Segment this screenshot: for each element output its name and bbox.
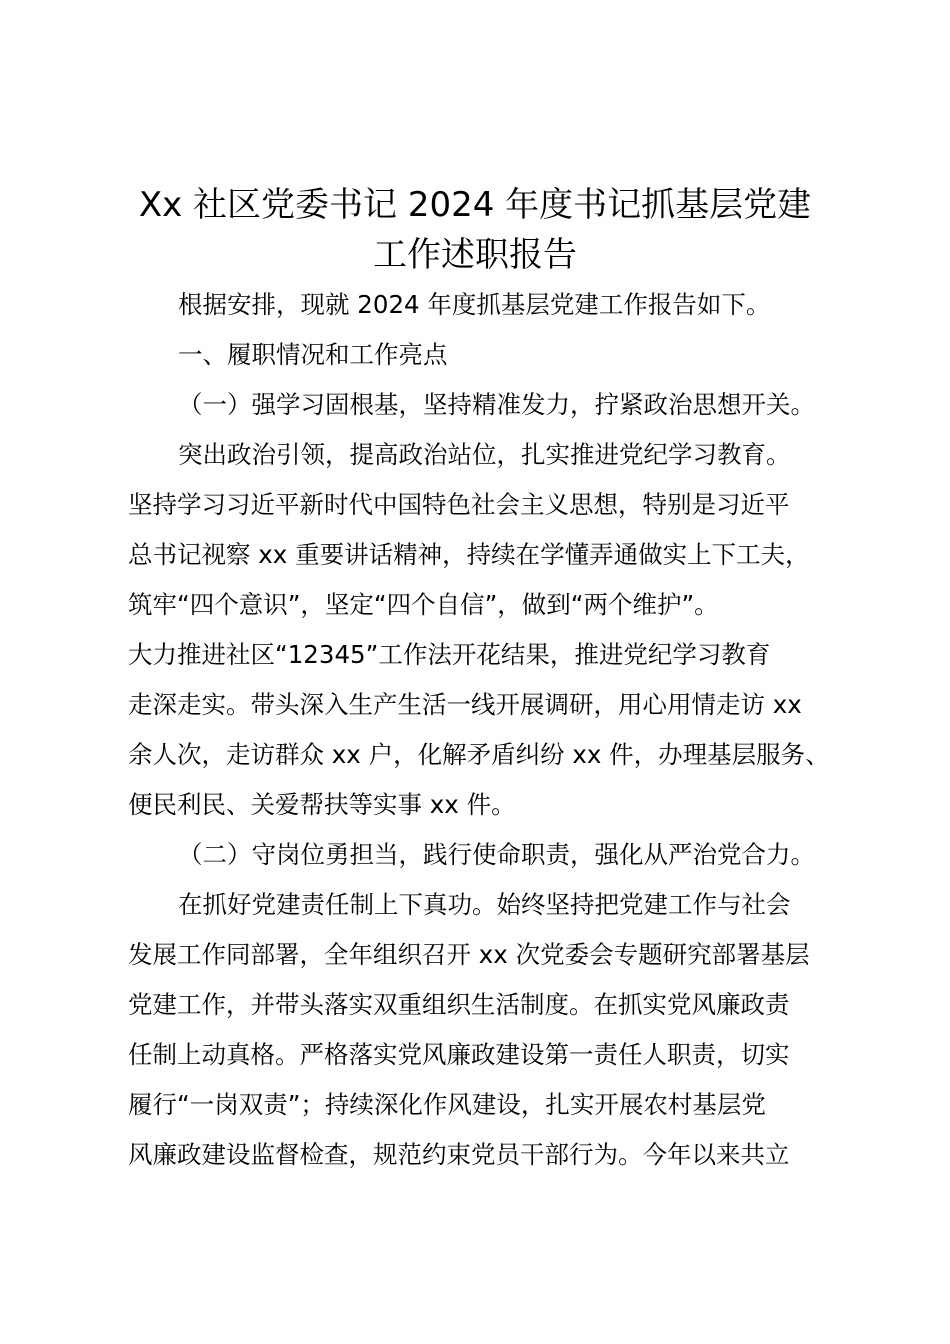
section-heading-1 [128,330,848,380]
text-line: 党建工作，并带头落实双重组织生活制度。在抓实党风廉政责 [128,990,790,1019]
text-line: 根据安排，现就 2024 年度抓基层党建工作报告如下。 [178,290,771,319]
paragraph-intro [128,280,848,330]
text-line: 便民利民、关爱帮扶等实事 xx 件。 [128,790,516,819]
text-line: （一）强学习固根基，坚持精准发力，拧紧政治思想开关。 [178,390,815,419]
document-body [128,280,848,1180]
subsection-heading-2 [128,830,848,880]
title-line-1: Xx 社区党委书记 2024 年度书记抓基层党建 [138,185,812,225]
document-title [80,180,870,280]
text-line: 风廉政建设监督检查，规范约束党员干部行为。今年以来共立 [128,1140,790,1169]
title-line-2: 工作述职报告 [373,235,577,275]
text-line: 走深走实。带头深入生产生活一线开展调研，用心用情走访 xx [128,690,802,719]
text-line: 履行“一岗双责”；持续深化作风建设，扎实开展农村基层党 [128,1090,766,1119]
text-line: 一、履职情况和工作亮点 [178,340,448,369]
text-line: 大力推进社区“12345”工作法开花结果，推进党纪学习教育 [128,640,771,669]
text-line: 任制上动真格。严格落实党风廉政建设第一责任人职责，切实 [128,1040,790,1069]
text-line: 突出政治引领，提高政治站位，扎实推进党纪学习教育。 [178,440,791,469]
paragraph-2 [128,880,848,1180]
text-line: 坚持学习习近平新时代中国特色社会主义思想，特别是习近平 [128,490,790,519]
text-line: 发展工作同部署，全年组织召开 xx 次党委会专题研究部署基层 [128,940,810,969]
text-line: 筑牢“四个意识”，坚定“四个自信”，做到“两个维护”。 [128,590,719,619]
paragraph-1 [128,430,848,830]
text-line: 总书记视察 xx 重要讲话精神，持续在学懂弄通做实上下工夫， [128,540,810,569]
text-line: （二）守岗位勇担当，践行使命职责，强化从严治党合力。 [178,840,815,869]
text-line: 在抓好党建责任制上下真功。始终坚持把党建工作与社会 [178,890,791,919]
subsection-heading-1 [128,380,848,430]
text-line: 余人次，走访群众 xx 户，化解矛盾纠纷 xx 件，办理基层服务、 [128,740,830,769]
